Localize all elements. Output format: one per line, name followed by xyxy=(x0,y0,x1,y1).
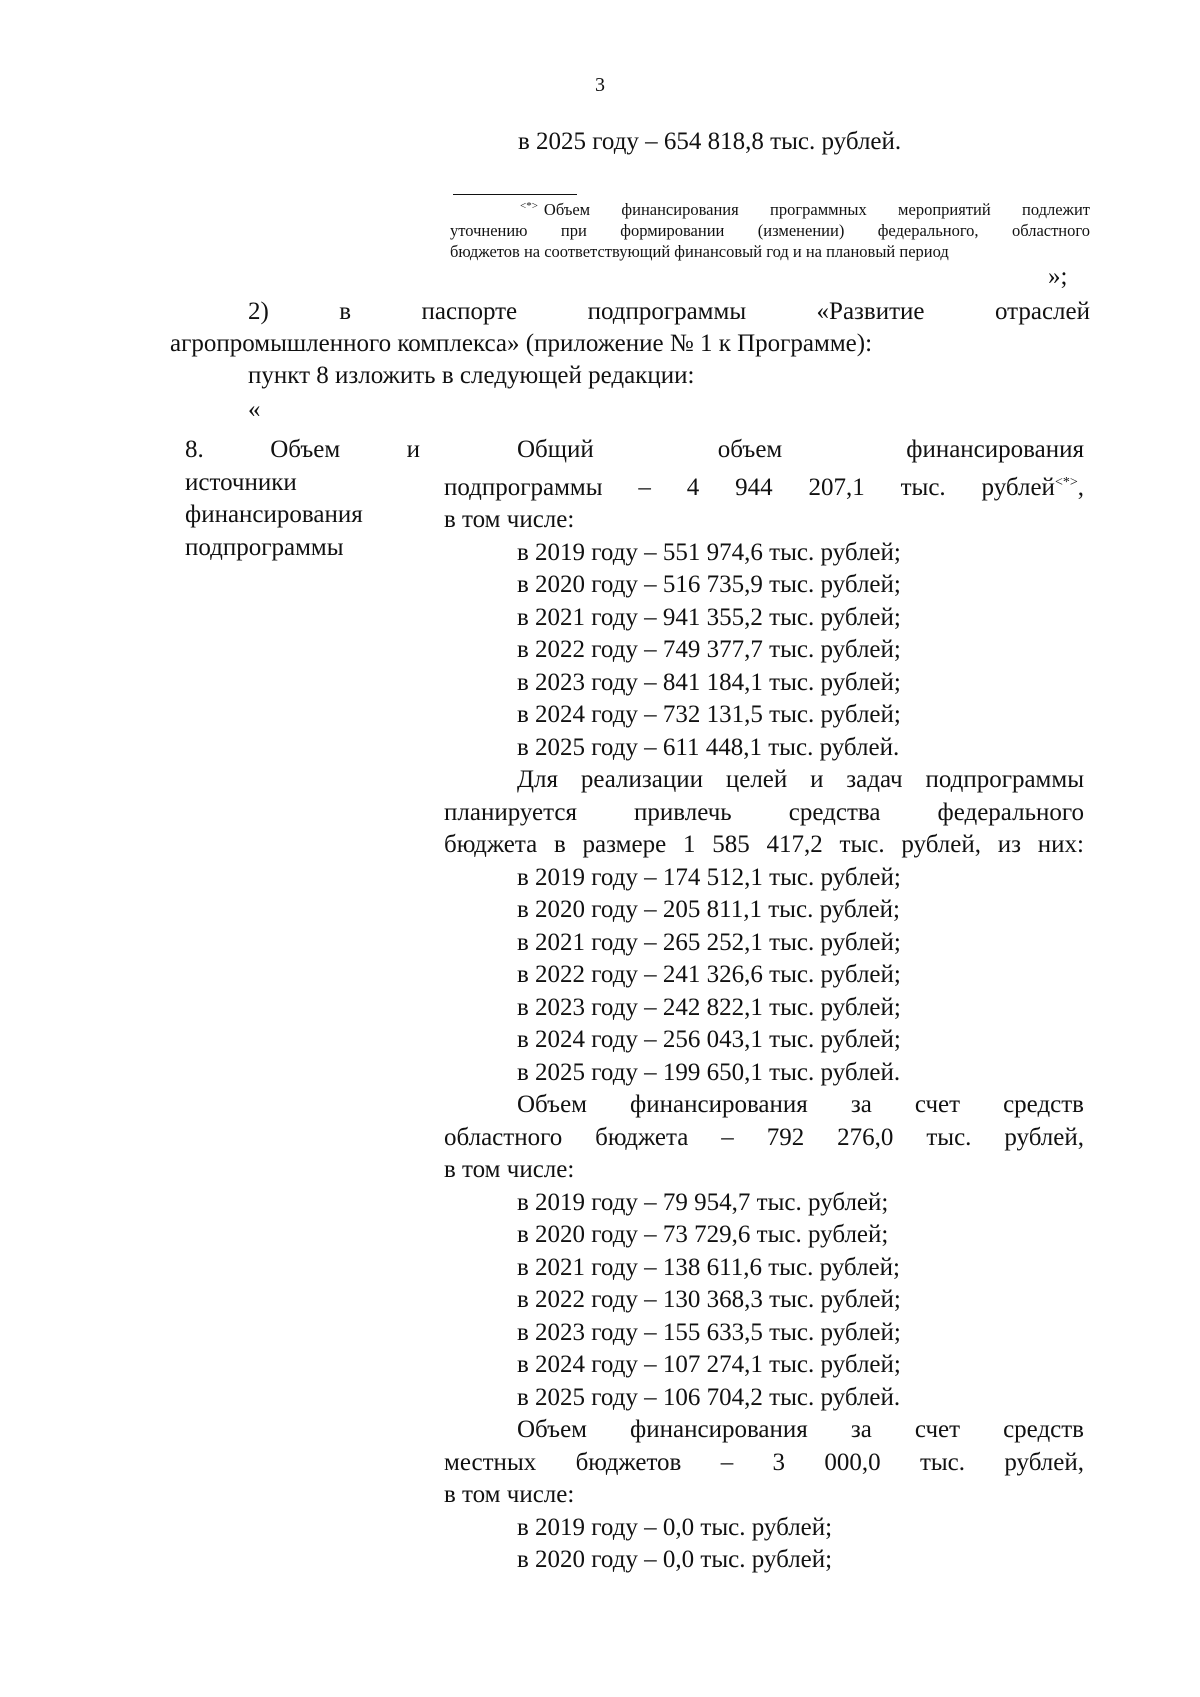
year-line: в 2019 году – 174 512,1 тыс. рублей; xyxy=(517,863,901,891)
regional-line: областного бюджета – 792 276,0 тыс. рублей, xyxy=(444,1123,1084,1151)
year-line: в 2022 году – 241 326,6 тыс. рублей; xyxy=(517,961,901,988)
year-line: в 2025 году – 106 704,2 тыс. рублей. xyxy=(517,1383,901,1411)
year-line: в 2020 году – 205 811,1 тыс. рублей; xyxy=(517,896,900,923)
label-line: источники xyxy=(185,468,297,496)
year-line: в 2021 году – 941 355,2 тыс. рублей; xyxy=(517,603,901,631)
item-2-line: 2) в паспорте подпрограммы «Развитие отраслей xyxy=(248,298,1090,325)
total-line: в том числе: xyxy=(444,506,575,533)
local-line: местных бюджетов – 3 000,0 тыс. рублей, xyxy=(444,1448,1084,1476)
year-line: в 2019 году – 0,0 тыс. рублей; xyxy=(517,1513,833,1541)
item-2-line: пункт 8 изложить в следующей редакции: xyxy=(248,362,695,389)
footnote-line: Объем финансирования программных мероприятий подлежит xyxy=(543,200,1090,219)
local-line: Объем финансирования за счет средств xyxy=(517,1416,1084,1443)
regional-line: в том числе: xyxy=(444,1156,575,1183)
footnote-separator xyxy=(453,194,577,195)
federal-line: планируется привлечь средства федерального xyxy=(444,798,1084,826)
opening-quote: « xyxy=(248,396,261,423)
item-2-paragraph xyxy=(170,296,1090,392)
label-line: подпрограммы xyxy=(185,533,344,561)
financing-details xyxy=(444,434,1084,1577)
footnote-line: уточнению при формировании (изменении) федерального, областного xyxy=(450,221,1090,240)
footnote-ref: <*> xyxy=(1054,474,1078,490)
year-line: в 2023 году – 155 633,5 тыс. рублей; xyxy=(517,1318,901,1346)
footnote xyxy=(450,196,1090,262)
year-line: в 2024 году – 256 043,1 тыс. рублей; xyxy=(517,1026,901,1053)
federal-line: бюджета в размере 1 585 417,2 тыс. рублей, из них: xyxy=(444,831,1084,858)
label-line: финансирования xyxy=(185,501,363,528)
year-line: в 2019 году – 79 954,7 тыс. рублей; xyxy=(517,1188,889,1216)
item-2-line: агропромышленного комплекса» (приложение № 1 к Программе): xyxy=(170,330,873,357)
year-line: в 2020 году – 516 735,9 тыс. рублей; xyxy=(517,571,901,598)
total-line: Общий объем финансирования xyxy=(517,436,1084,463)
year-line: в 2019 году – 551 974,6 тыс. рублей; xyxy=(517,538,901,566)
total-line: подпрограммы – 4 944 207,1 тыс. рублей xyxy=(444,473,1055,501)
year-line: в 2023 году – 841 184,1 тыс. рублей; xyxy=(517,668,901,696)
year-line: в 2025 году – 611 448,1 тыс. рублей. xyxy=(517,733,900,761)
footnote-marker: <*> xyxy=(520,200,538,212)
regional-line: Объем финансирования за счет средств xyxy=(517,1091,1084,1118)
year-line: в 2020 году – 73 729,6 тыс. рублей; xyxy=(517,1221,889,1248)
year-line: в 2025 году – 199 650,1 тыс. рублей. xyxy=(517,1058,901,1086)
year-line: в 2021 году – 265 252,1 тыс. рублей; xyxy=(517,928,901,956)
closing-quote: »; xyxy=(1048,263,1068,290)
year-line: в 2020 году – 0,0 тыс. рублей; xyxy=(517,1546,833,1573)
footnote-line: бюджетов на соответствующий финансовый год и на плановый период xyxy=(450,242,949,261)
table-row-label xyxy=(185,434,420,564)
local-line: в том числе: xyxy=(444,1481,575,1508)
year-line: в 2021 году – 138 611,6 тыс. рублей; xyxy=(517,1253,900,1281)
financing-2025-line: в 2025 году – 654 818,8 тыс. рублей. xyxy=(518,128,902,155)
punct: , xyxy=(1077,473,1084,501)
year-line: в 2024 году – 107 274,1 тыс. рублей; xyxy=(517,1351,901,1378)
year-line: в 2023 году – 242 822,1 тыс. рублей; xyxy=(517,993,901,1021)
federal-line: Для реализации целей и задач подпрограммы xyxy=(517,766,1084,793)
year-line: в 2022 году – 749 377,7 тыс. рублей; xyxy=(517,636,901,663)
label-line: 8. Объем и xyxy=(185,436,420,463)
year-line: в 2022 году – 130 368,3 тыс. рублей; xyxy=(517,1286,901,1313)
page-number: 3 xyxy=(595,74,605,96)
year-line: в 2024 году – 732 131,5 тыс. рублей; xyxy=(517,701,901,728)
